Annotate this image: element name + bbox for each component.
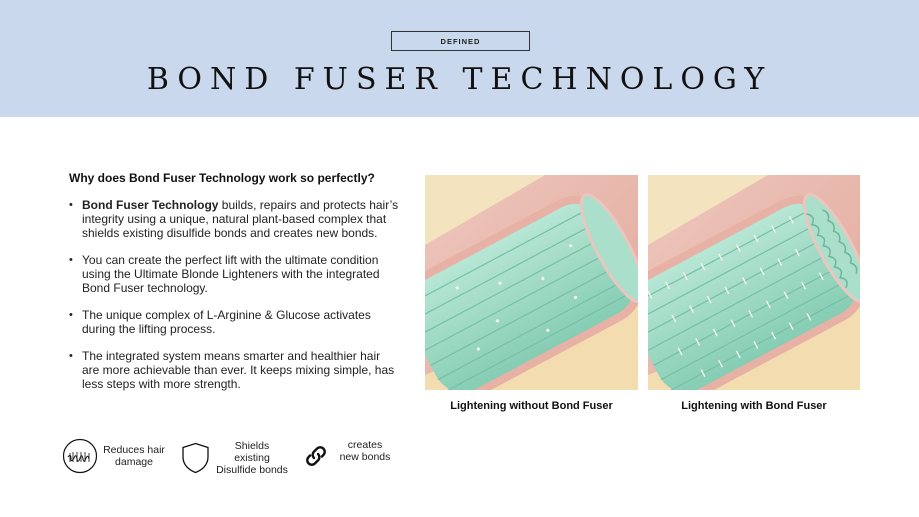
hair-strands-icon — [62, 438, 98, 474]
feature-label — [216, 440, 288, 476]
feature-label-line: damage — [115, 456, 153, 468]
bullet-text: The unique complex of L-Arginine & Glucose activates during the lifting process. — [82, 308, 371, 336]
bullet-item — [69, 349, 399, 391]
defined-tag: DEFINED — [391, 31, 530, 51]
bullet-text: You can create the perfect lift with the ultimate condition using the Ultimate Blonde Lighteners with the integrated Bond Fuser technology. — [82, 253, 380, 295]
shield-icon — [181, 442, 210, 474]
feature-shields-bonds — [181, 440, 288, 476]
page-title: BOND FUSER TECHNOLOGY — [146, 62, 773, 97]
image-without-bond-fuser — [425, 175, 638, 390]
feature-label-line: Disulfide bonds — [216, 464, 288, 476]
header-banner — [0, 0, 919, 117]
feature-label-line: Reduces hair — [103, 444, 165, 456]
feature-label — [103, 444, 165, 468]
feature-creates-bonds — [304, 439, 393, 468]
bullet-item — [69, 308, 399, 336]
feature-reduces-damage — [62, 438, 165, 474]
feature-label-line: new bonds — [339, 451, 391, 463]
image-with-bond-fuser — [648, 175, 860, 390]
bullet-item — [69, 198, 399, 240]
section-question: Why does Bond Fuser Technology work so perfectly? — [69, 171, 375, 185]
bullet-bold: Bond Fuser Technology — [82, 198, 219, 212]
bullet-text: builds, repairs and protects hair’s integrity using a unique, natural plant-based complex that shields existing disulfide bonds and creates new bonds. — [82, 198, 399, 240]
bullet-item — [69, 253, 399, 295]
link-icon — [304, 444, 328, 468]
feature-label-line: Shields existing — [234, 440, 270, 464]
benefit-list — [69, 198, 399, 404]
feature-label-line: creates — [347, 439, 383, 451]
caption-with-bond-fuser: Lightening with Bond Fuser — [681, 400, 827, 412]
feature-label — [337, 439, 393, 463]
caption-without-bond-fuser: Lightening without Bond Fuser — [450, 400, 613, 412]
bullet-text: The integrated system means smarter and healthier hair are more achievable than ever. It keeps mixing simple, has less steps with more strength. — [82, 349, 395, 391]
